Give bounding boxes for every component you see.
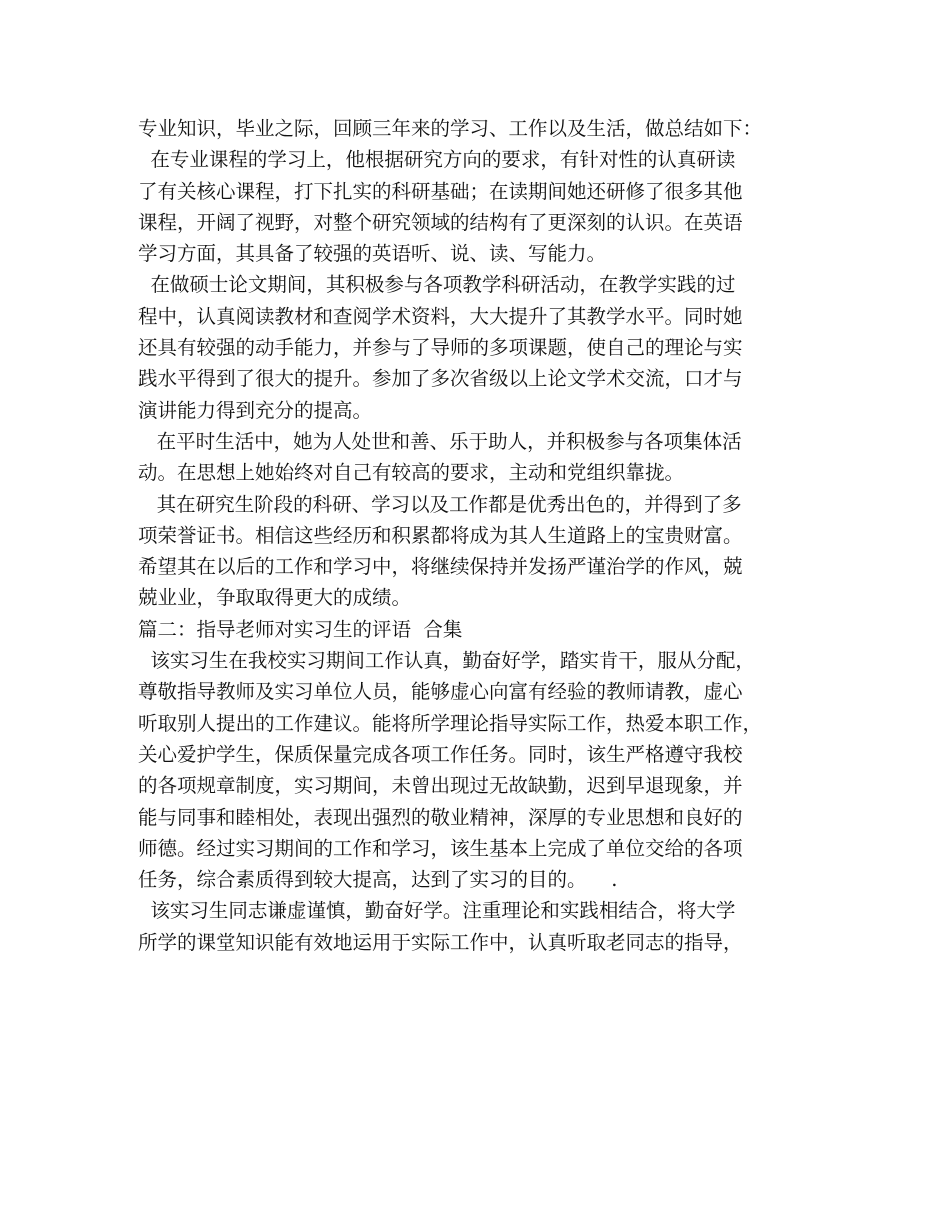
text-line: 能与同事和睦相处，表现出强烈的敬业精神，深厚的专业思想和良好的 — [138, 805, 743, 829]
text-line: 在专业课程的学习上，他根据研究方向的要求，有针对性的认真研读 — [138, 148, 736, 172]
text-line: 该实习生同志谦虚谨慎，勤奋好学。注重理论和实践相结合，将大学 — [138, 899, 736, 923]
text-line: 还具有较强的动手能力，并参与了导师的多项课题，使自己的理论与实 — [138, 336, 743, 360]
section-heading: 篇二：指导老师对实习生的评语 合集 — [138, 617, 463, 641]
text-line: 程中，认真阅读教材和查阅学术资料，大大提升了其教学水平。同时她 — [138, 304, 743, 328]
text-line: 了有关核心课程，打下扎实的科研基础；在读期间她还研修了很多其他 — [138, 179, 743, 203]
text-line: 其在研究生阶段的科研、学习以及工作都是优秀出色的，并得到了多 — [138, 492, 742, 516]
text-line: 关心爱护学生，保质保量完成各项工作任务。同时，该生严格遵守我校 — [138, 742, 743, 766]
text-line: 任务，综合素质得到较大提高，达到了实习的目的。 . — [138, 868, 618, 892]
text-line: 在做硕士论文期间，其积极参与各项教学科研活动，在教学实践的过 — [138, 273, 736, 297]
document-body — [138, 113, 818, 958]
text-line: 的各项规章制度，实习期间，未曾出现过无故缺勤，迟到早退现象，并 — [138, 774, 743, 798]
text-line: 践水平得到了很大的提升。参加了多次省级以上论文学术交流，口才与 — [138, 367, 743, 391]
text-line: 听取别人提出的工作建议。能将所学理论指导实际工作，热爱本职工作， — [138, 711, 763, 735]
text-line: 学习方面，其具备了较强的英语听、说、读、写能力。 — [138, 242, 607, 266]
text-line: 课程，开阔了视野，对整个研究领域的结构有了更深刻的认识。在英语 — [138, 210, 743, 234]
text-line: 该实习生在我校实习期间工作认真，勤奋好学，踏实肯干，服从分配， — [138, 649, 755, 673]
text-line: 项荣誉证书。相信这些经历和积累都将成为其人生道路上的宝贵财富。 — [138, 523, 743, 547]
text-line: 专业知识，毕业之际，回顾三年来的学习、工作以及生活，做总结如下： — [138, 117, 763, 140]
text-line: 演讲能力得到充分的提高。 — [138, 398, 373, 422]
text-line: 在平时生活中，她为人处世和善、乐于助人，并积极参与各项集体活 — [138, 429, 742, 453]
text-line: 希望其在以后的工作和学习中，将继续保持并发扬严谨治学的作风，兢 — [138, 555, 743, 579]
text-line: 动。在思想上她始终对自己有较高的要求，主动和党组织靠拢。 — [138, 461, 685, 485]
text-line: 师德。经过实习期间的工作和学习，该生基本上完成了单位交给的各项 — [138, 836, 743, 860]
text-line: 尊敬指导教师及实习单位人员，能够虚心向富有经验的教师请教，虚心 — [138, 680, 743, 704]
text-line: 兢业业，争取取得更大的成绩。 — [138, 586, 412, 610]
text-line: 所学的课堂知识能有效地运用于实际工作中，认真听取老同志的指导， — [138, 930, 743, 954]
